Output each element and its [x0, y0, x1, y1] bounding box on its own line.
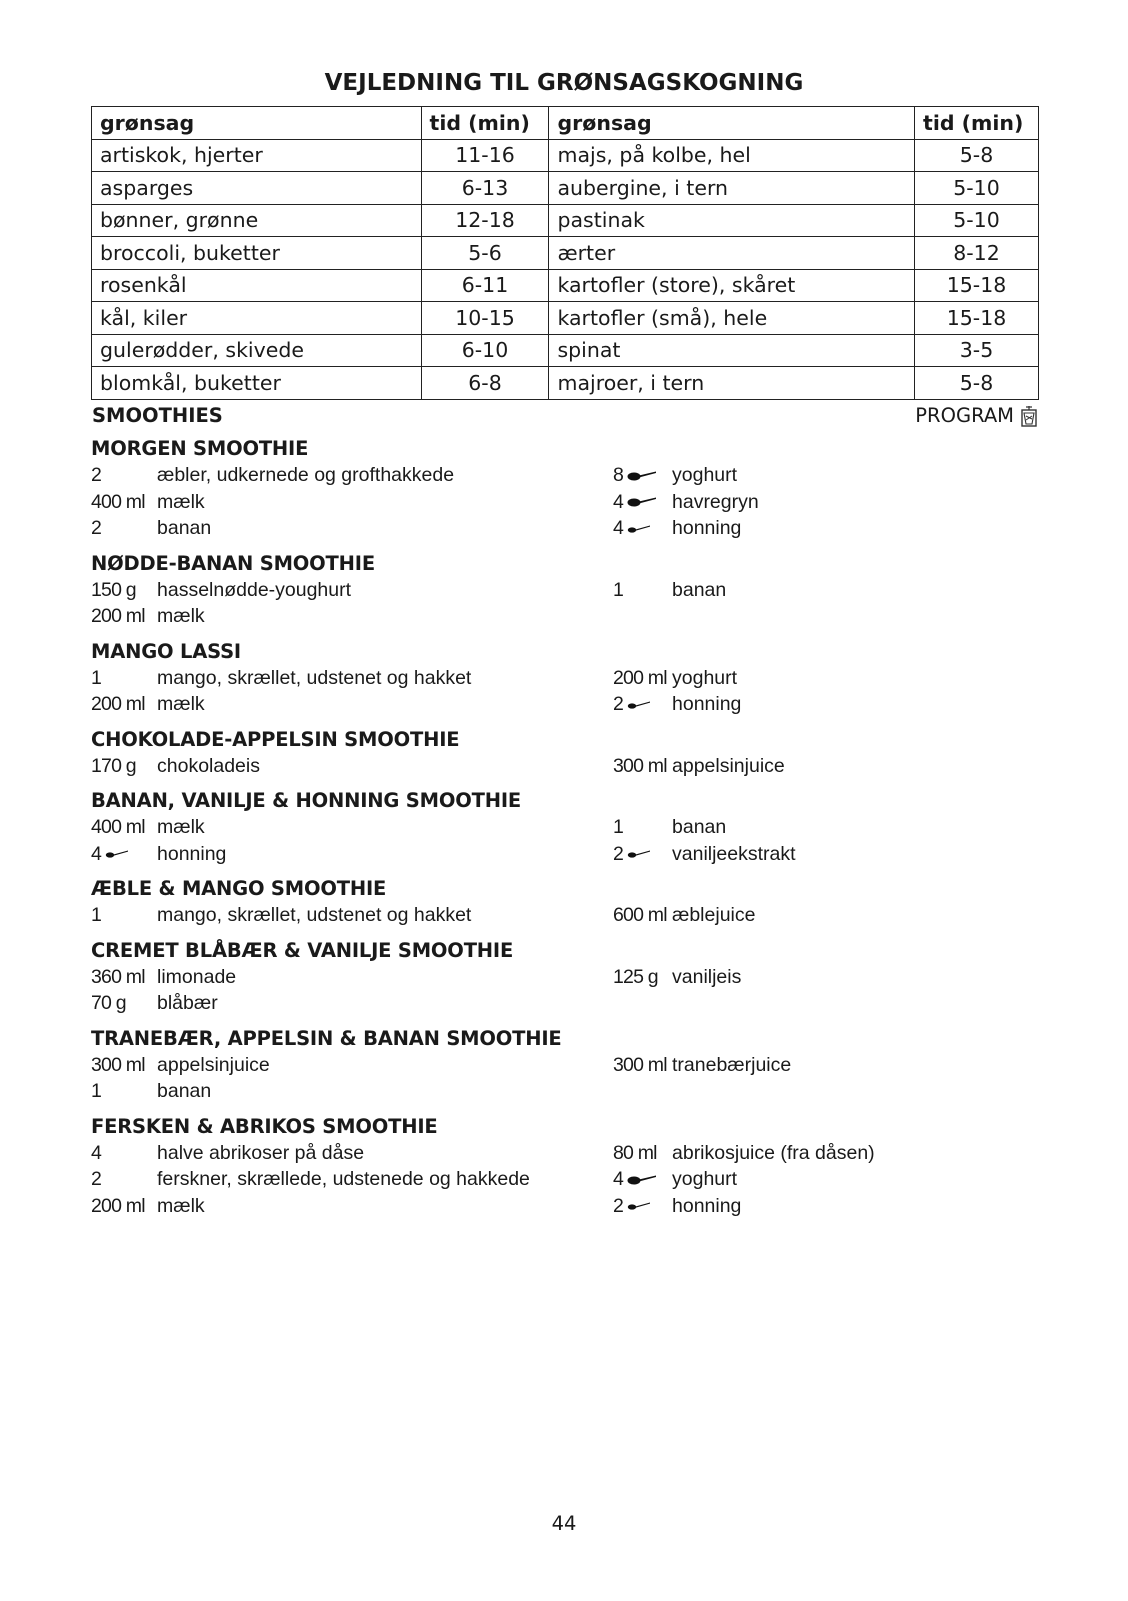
- quantity-text: 4: [613, 517, 624, 539]
- ingredient-name: tranebærjuice: [672, 1053, 792, 1076]
- ingredient-quantity: [91, 603, 145, 630]
- ingredient-quantity: [91, 1193, 145, 1220]
- recipe-title: TRANEBÆR, APPELSIN & BANAN SMOOTHIE: [91, 1026, 562, 1050]
- ingredient-row: [91, 515, 1039, 542]
- time-cell: 10-15: [421, 302, 549, 335]
- quantity-text: 70 g: [91, 992, 126, 1014]
- table-row: [92, 302, 1039, 335]
- ingredient-name: banan: [672, 578, 727, 601]
- recipe-block: [91, 788, 1039, 867]
- table-row: [92, 334, 1039, 367]
- time-cell: 3-5: [915, 334, 1039, 367]
- quantity-text: 2: [91, 1168, 102, 1190]
- recipe-block: [91, 938, 1039, 1017]
- table-row: [92, 269, 1039, 302]
- vegetable-cell: rosenkål: [92, 269, 422, 302]
- ingredient-name: ferskner, skrællede, udstenede og hakkede: [157, 1168, 530, 1190]
- tablespoon-icon: [627, 496, 657, 508]
- header-vegetable: grønsag: [92, 107, 422, 140]
- vegetable-cell: aubergine, i tern: [549, 172, 915, 205]
- teaspoon-icon: [627, 1201, 651, 1211]
- vegetable-cell: broccoli, buketter: [92, 237, 422, 270]
- quantity-text: 8: [613, 464, 624, 486]
- time-cell: 11-16: [421, 139, 549, 172]
- quantity-text: 200 ml: [91, 693, 145, 715]
- program-indicator: [915, 404, 1039, 427]
- quantity-text: 150 g: [91, 578, 136, 601]
- vegetable-cell: majs, på kolbe, hel: [549, 139, 915, 172]
- quantity-text: 1: [91, 904, 102, 926]
- recipe-title: MORGEN SMOOTHIE: [91, 437, 309, 460]
- time-cell: 5-8: [915, 139, 1039, 172]
- quantity-text: 1: [91, 666, 102, 689]
- table-header-row: [92, 107, 1039, 140]
- ingredient-quantity: [613, 1193, 651, 1220]
- recipe-title: NØDDE-BANAN SMOOTHIE: [91, 551, 375, 575]
- quantity-text: 1: [91, 1080, 102, 1102]
- ingredient-quantity: [613, 1052, 667, 1079]
- teaspoon-icon: [627, 524, 651, 534]
- ingredient-quantity: [613, 841, 651, 868]
- quantity-text: 2: [613, 842, 624, 865]
- page-number: 44: [551, 1512, 577, 1535]
- table-row: [92, 172, 1039, 205]
- ingredient-name: mango, skrællet, udstenet og hakket: [157, 904, 472, 926]
- quantity-text: 600 ml: [613, 904, 667, 926]
- ingredient-name: limonade: [157, 965, 237, 988]
- veg-guide-title: VEJLEDNING TIL GRØNSAGSKOGNING: [324, 70, 804, 96]
- quantity-text: 1: [613, 816, 624, 838]
- ingredient-name: appelsinjuice: [672, 754, 785, 777]
- ingredient-name: chokoladeis: [157, 754, 260, 777]
- quantity-text: 2: [613, 693, 624, 715]
- smoothies-header: [91, 404, 1039, 430]
- ingredient-quantity: [91, 462, 101, 489]
- quantity-text: 4: [613, 1168, 624, 1190]
- recipe-block: [91, 727, 1039, 780]
- recipe-title: MANGO LASSI: [91, 639, 241, 663]
- ingredient-quantity: [91, 691, 145, 718]
- ingredient-quantity: [613, 515, 651, 542]
- ingredient-row: [91, 691, 1039, 718]
- quantity-text: 200 ml: [91, 605, 145, 627]
- recipe-block: [91, 551, 1039, 630]
- header-time: tid (min): [915, 107, 1039, 140]
- quantity-text: 360 ml: [91, 965, 145, 988]
- ingredient-quantity: [613, 577, 623, 604]
- ingredient-name: mælk: [157, 490, 205, 513]
- header-vegetable: grønsag: [549, 107, 915, 140]
- quantity-text: 400 ml: [91, 816, 145, 838]
- table-row: [92, 139, 1039, 172]
- quantity-text: 2: [91, 517, 102, 539]
- quantity-text: 300 ml: [613, 754, 667, 777]
- ingredient-name: banan: [672, 816, 727, 838]
- ingredient-quantity: [91, 1052, 145, 1079]
- quantity-text: 200 ml: [91, 1194, 145, 1217]
- ingredient-quantity: [91, 665, 101, 692]
- ingredient-name: appelsinjuice: [157, 1053, 270, 1076]
- table-row: [92, 204, 1039, 237]
- ingredient-name: honning: [672, 693, 742, 715]
- table-row: [92, 237, 1039, 270]
- vegetable-cell: pastinak: [549, 204, 915, 237]
- ingredient-row: [91, 462, 1039, 489]
- time-cell: 6-13: [421, 172, 549, 205]
- ingredient-row: [91, 577, 1039, 604]
- ingredient-quantity: [91, 753, 136, 780]
- ingredient-row: [91, 753, 1039, 780]
- ingredient-name: æbler, udkernede og grofthakkede: [157, 464, 455, 486]
- time-cell: 6-8: [421, 367, 549, 400]
- ingredient-row: [91, 603, 1039, 630]
- ingredient-name: halve abrikoser på dåse: [157, 1141, 365, 1164]
- ingredient-quantity: [91, 902, 101, 929]
- ingredient-name: blåbær: [157, 992, 218, 1014]
- vegetable-cell: kartofler (små), hele: [549, 302, 915, 335]
- quantity-text: 4: [91, 842, 102, 865]
- ingredient-row: [91, 1193, 1039, 1220]
- quantity-text: 4: [91, 1141, 102, 1164]
- ingredient-quantity: [91, 1166, 101, 1193]
- recipe-title: FERSKEN & ABRIKOS SMOOTHIE: [91, 1114, 438, 1138]
- ingredient-row: [91, 841, 1039, 868]
- vegetable-cell: ærter: [549, 237, 915, 270]
- vegetable-cell: asparges: [92, 172, 422, 205]
- quantity-text: 300 ml: [613, 1053, 667, 1076]
- time-cell: 15-18: [915, 269, 1039, 302]
- ingredient-name: mælk: [157, 816, 205, 838]
- recipe-block: [91, 1114, 1039, 1220]
- ingredient-name: honning: [672, 517, 742, 539]
- ingredient-name: mælk: [157, 693, 205, 715]
- header-time: tid (min): [421, 107, 549, 140]
- vegetable-cell: bønner, grønne: [92, 204, 422, 237]
- quantity-text: 1: [613, 578, 624, 601]
- tablespoon-icon: [627, 470, 657, 482]
- time-cell: 5-6: [421, 237, 549, 270]
- vegetable-cell: majroer, i tern: [549, 367, 915, 400]
- ingredient-row: [91, 990, 1039, 1017]
- time-cell: 15-18: [915, 302, 1039, 335]
- ingredient-quantity: [613, 1166, 657, 1193]
- recipe-title: ÆBLE & MANGO SMOOTHIE: [91, 877, 387, 900]
- ingredient-name: yoghurt: [672, 1168, 738, 1190]
- ingredient-quantity: [91, 841, 129, 868]
- teaspoon-icon: [627, 849, 651, 859]
- time-cell: 12-18: [421, 204, 549, 237]
- ingredient-name: havregryn: [672, 490, 759, 513]
- ingredient-quantity: [91, 489, 145, 516]
- ingredient-name: banan: [157, 517, 212, 539]
- ingredient-name: yoghurt: [672, 464, 738, 486]
- ingredient-row: [91, 1140, 1039, 1167]
- ingredient-name: banan: [157, 1080, 212, 1102]
- quantity-text: 300 ml: [91, 1053, 145, 1076]
- ingredient-name: hasselnødde-youghurt: [157, 578, 352, 601]
- ingredient-quantity: [613, 753, 667, 780]
- quantity-text: 4: [613, 490, 624, 513]
- ingredient-quantity: [613, 462, 657, 489]
- ingredient-quantity: [91, 1078, 101, 1105]
- quantity-text: 200 ml: [613, 666, 667, 689]
- table-row: [92, 367, 1039, 400]
- ingredient-row: [91, 489, 1039, 516]
- recipe-title: CREMET BLÅBÆR & VANILJE SMOOTHIE: [91, 938, 514, 962]
- smoothie-recipes: [91, 436, 1039, 1228]
- vegetable-cell: blomkål, buketter: [92, 367, 422, 400]
- smoothie-program-icon: [1019, 405, 1039, 427]
- vegetable-cell: artiskok, hjerter: [92, 139, 422, 172]
- ingredient-name: mango, skrællet, udstenet og hakket: [157, 666, 472, 689]
- quantity-text: 80 ml: [613, 1141, 657, 1164]
- ingredient-quantity: [613, 691, 651, 718]
- ingredient-quantity: [613, 1140, 657, 1167]
- ingredient-row: [91, 964, 1039, 991]
- recipe-block: [91, 436, 1039, 542]
- recipe-title: CHOKOLADE-APPELSIN SMOOTHIE: [91, 727, 460, 751]
- ingredient-quantity: [91, 1140, 101, 1167]
- time-cell: 6-11: [421, 269, 549, 302]
- ingredient-row: [91, 902, 1039, 929]
- ingredient-quantity: [613, 902, 667, 929]
- recipe-block: [91, 639, 1039, 718]
- time-cell: 5-8: [915, 367, 1039, 400]
- time-cell: 6-10: [421, 334, 549, 367]
- teaspoon-icon: [105, 849, 129, 859]
- quantity-text: 125 g: [613, 965, 658, 988]
- ingredient-quantity: [91, 990, 126, 1017]
- vegetable-cell: kartofler (store), skåret: [549, 269, 915, 302]
- ingredient-name: honning: [157, 842, 227, 865]
- quantity-text: 2: [613, 1194, 624, 1217]
- ingredient-row: [91, 1166, 1039, 1193]
- ingredient-name: mælk: [157, 1194, 205, 1217]
- ingredient-name: honning: [672, 1194, 742, 1217]
- ingredient-row: [91, 1052, 1039, 1079]
- ingredient-name: abrikosjuice (fra dåsen): [672, 1141, 875, 1164]
- ingredient-quantity: [613, 814, 623, 841]
- veg-cooking-table: [91, 106, 1039, 400]
- program-label: PROGRAM: [915, 404, 1014, 427]
- quantity-text: 400 ml: [91, 490, 145, 513]
- ingredient-row: [91, 1078, 1039, 1105]
- vegetable-cell: gulerødder, skivede: [92, 334, 422, 367]
- ingredient-name: æblejuice: [672, 904, 756, 926]
- recipe-block: [91, 876, 1039, 929]
- tablespoon-icon: [627, 1174, 657, 1186]
- smoothies-title: SMOOTHIES: [92, 404, 223, 427]
- vegetable-cell: kål, kiler: [92, 302, 422, 335]
- ingredient-quantity: [91, 964, 145, 991]
- vegetable-cell: spinat: [549, 334, 915, 367]
- teaspoon-icon: [627, 700, 651, 710]
- ingredient-name: vaniljeekstrakt: [672, 842, 796, 865]
- ingredient-name: yoghurt: [672, 666, 738, 689]
- ingredient-row: [91, 814, 1039, 841]
- quantity-text: 2: [91, 464, 102, 486]
- quantity-text: 170 g: [91, 754, 136, 777]
- ingredient-quantity: [91, 814, 145, 841]
- ingredient-row: [91, 665, 1039, 692]
- ingredient-name: mælk: [157, 605, 205, 627]
- ingredient-name: vaniljeis: [672, 965, 742, 988]
- recipe-block: [91, 1026, 1039, 1105]
- ingredient-quantity: [613, 665, 667, 692]
- ingredient-quantity: [613, 964, 658, 991]
- ingredient-quantity: [613, 489, 657, 516]
- time-cell: 5-10: [915, 204, 1039, 237]
- ingredient-quantity: [91, 515, 101, 542]
- time-cell: 8-12: [915, 237, 1039, 270]
- recipe-title: BANAN, VANILJE & HONNING SMOOTHIE: [91, 789, 522, 812]
- time-cell: 5-10: [915, 172, 1039, 205]
- ingredient-quantity: [91, 577, 136, 604]
